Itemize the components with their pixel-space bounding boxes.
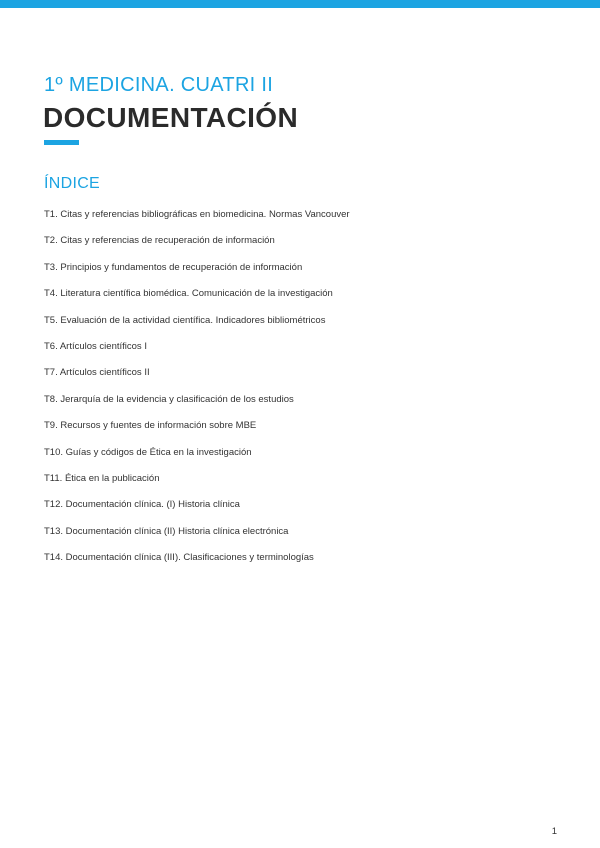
toc-item-t8[interactable]: T8. Jerarquía de la evidencia y clasificación de los estudios: [44, 393, 294, 405]
document-title: DOCUMENTACIÓN: [43, 102, 299, 133]
toc-item-t12[interactable]: T12. Documentación clínica. (I) Historia clínica: [44, 499, 240, 511]
index-heading: ÍNDICE: [44, 175, 101, 192]
table-of-contents: [44, 208, 564, 577]
toc-item-t10[interactable]: T10. Guías y códigos de Ética en la investigación: [44, 446, 252, 458]
toc-item-t7[interactable]: T7. Artículos científicos II: [44, 367, 150, 379]
toc-item-t9[interactable]: T9. Recursos y fuentes de información sobre MBE: [44, 420, 257, 432]
toc-item-t11[interactable]: T11. Ética en la publicación: [44, 472, 160, 484]
toc-item-t1[interactable]: T1. Citas y referencias bibliográficas en biomedicina. Normas Vancouver: [44, 209, 350, 220]
toc-item-t14[interactable]: T14. Documentación clínica (III). Clasificaciones y terminologías: [44, 552, 314, 564]
top-accent-bar: [0, 0, 600, 8]
toc-item-t13[interactable]: T13. Documentación clínica (II) Historia clínica electrónica: [44, 525, 289, 537]
page-number: 1: [551, 826, 557, 837]
toc-item-t6[interactable]: T6. Artículos científicos I: [44, 340, 147, 352]
toc-item-t2[interactable]: T2. Citas y referencias de recuperación de información: [44, 235, 275, 247]
toc-item-t4[interactable]: T4. Literatura científica biomédica. Comunicación de la investigación: [44, 288, 333, 300]
title-underline: [44, 140, 79, 145]
toc-item-t3[interactable]: T3. Principios y fundamentos de recuperación de información: [44, 261, 303, 273]
course-subtitle: 1º MEDICINA. CUATRI II: [44, 74, 274, 96]
toc-item-t5[interactable]: T5. Evaluación de la actividad científica. Indicadores bibliométricos: [44, 314, 326, 326]
